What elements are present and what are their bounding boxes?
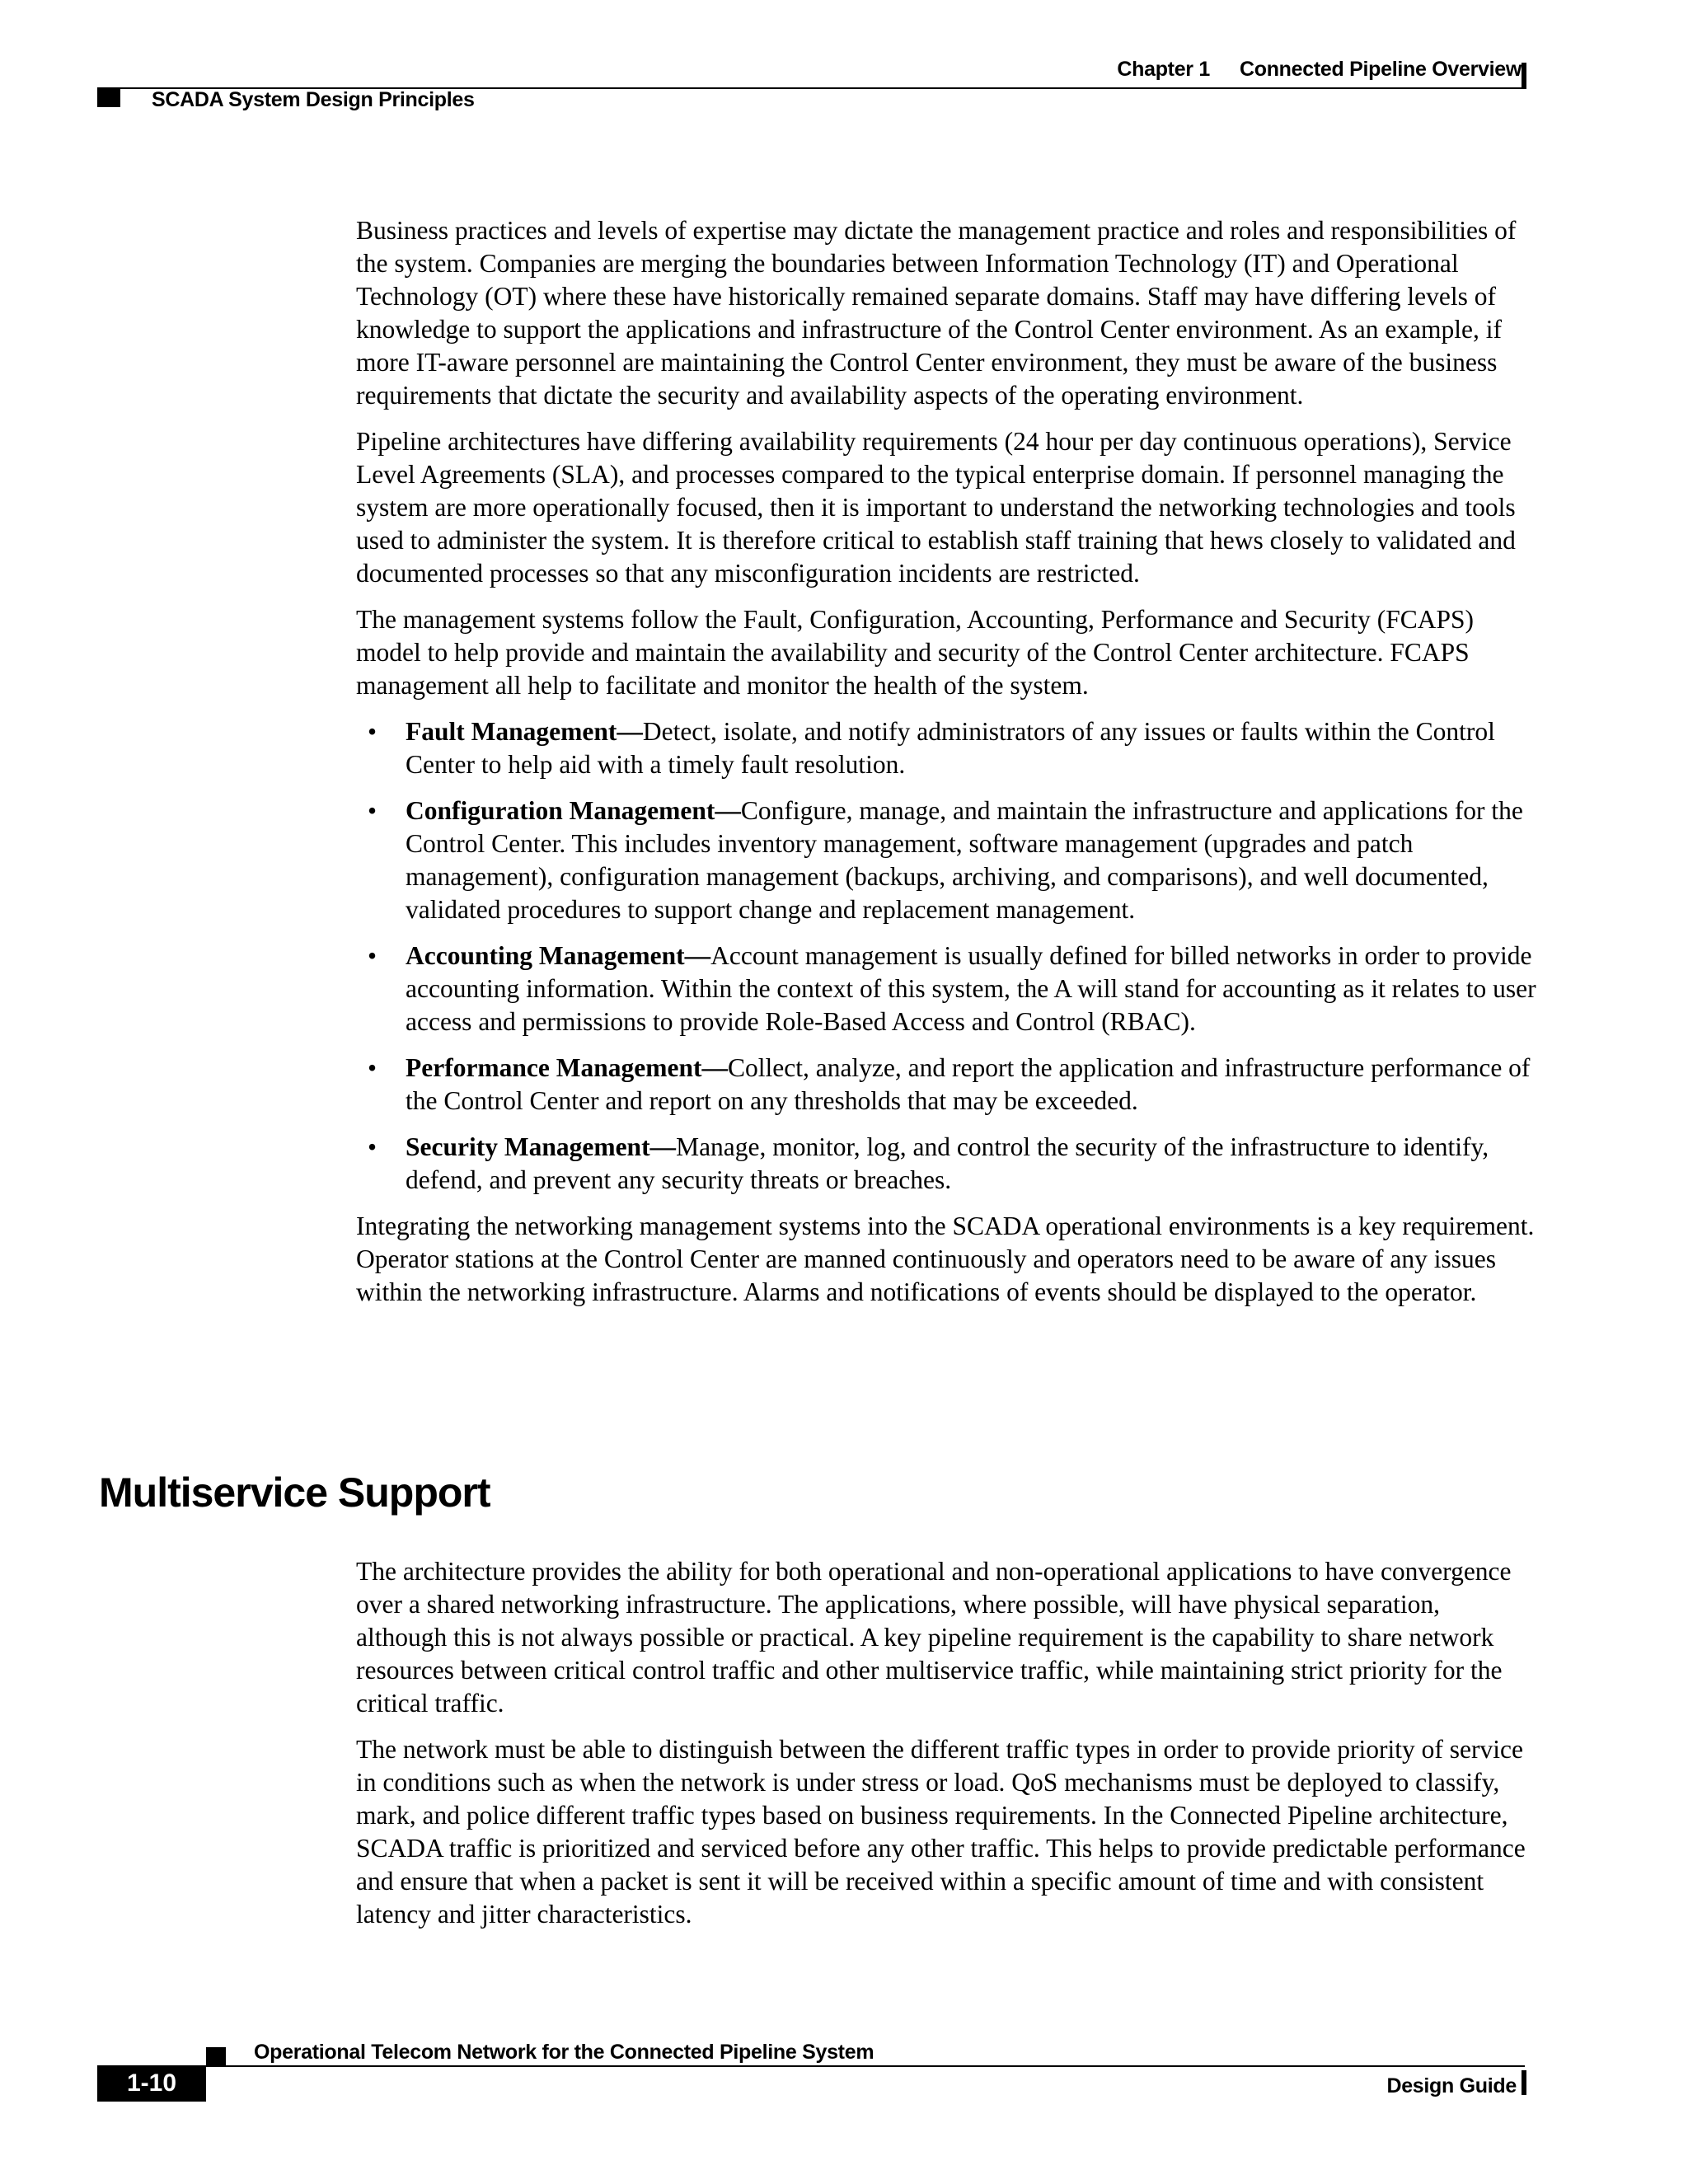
bullet-item-fault xyxy=(356,715,1536,781)
chapter-label: Chapter 1 xyxy=(1117,58,1210,81)
running-header-chapter xyxy=(1117,58,1522,82)
bullet-icon: • xyxy=(368,1132,377,1161)
footer-rule xyxy=(206,2065,1525,2067)
bullet-text: Manage, monitor, log, and control the security of the infrastructure to identify, defend, and prevent any security threats or breaches. xyxy=(406,1132,1489,1194)
bullet-item-performance xyxy=(356,1052,1536,1118)
section-text-block xyxy=(356,1555,1536,1944)
paragraph: The management systems follow the Fault, Configuration, Accounting, Performance and Security (FCAPS) model to help provide and maintain the availability and security of the Control Center architecture. FCAPS management all help to facilitate and monitor the health of the system. xyxy=(356,605,1475,700)
page-number: 1-10 xyxy=(97,2065,206,2102)
bullet-term: Accounting Management— xyxy=(406,941,711,970)
fcaps-bullet-list xyxy=(356,715,1536,1197)
header-edge-bar xyxy=(1522,63,1526,89)
paragraph: The architecture provides the ability for both operational and non-operational applications to have convergence over a shared networking infrastructure. The applications, where possible, will have physical separation, although this is not always possible or practical. A key pipeline requirement is the capability to share network resources between critical control traffic and other multiservice traffic, while maintaining strict priority for the critical traffic. xyxy=(356,1557,1512,1718)
bullet-text: Collect, analyze, and report the application and infrastructure performance of the Control Center and report on any thresholds that may be exceeded. xyxy=(406,1053,1531,1115)
footer-document-title: Operational Telecom Network for the Connected Pipeline System xyxy=(254,2041,874,2064)
bullet-term: Configuration Management— xyxy=(406,796,741,825)
footer-edge-bar xyxy=(1522,2070,1526,2095)
paragraph: Integrating the networking management systems into the SCADA operational environments is a key requirement. Operator stations at the Control Center are manned continuously and operators need to be aware of any issues within the networking infrastructure. Alarms and notifications of events should be displayed to the operator. xyxy=(356,1212,1535,1306)
bullet-text: Detect, isolate, and notify administrators of any issues or faults within the Control Center to help aid with a timely fault resolution. xyxy=(406,717,1495,779)
running-header-section: SCADA System Design Principles xyxy=(152,88,475,111)
bullet-item-configuration xyxy=(356,794,1536,926)
section-heading: Multiservice Support xyxy=(99,1469,490,1516)
paragraph: The network must be able to distinguish between the different traffic types in order to provide priority of service in conditions such as when the network is under stress or load. QoS mechanisms must be deployed to classify, mark, and police different traffic types based on business requirements. In the Connected Pipeline architecture, SCADA traffic is prioritized and serviced before any other traffic. This helps to provide predictable performance and ensure that when a packet is sent it will be received within a specific amount of time and with consistent latency and jitter characteristics. xyxy=(356,1735,1526,1929)
paragraph: Pipeline architectures have differing availability requirements (24 hour per day continuous operations), Service Level Agreements (SLA), and processes compared to the typical enterprise domain. If personnel managing the system are more operationally focused, then it is important to understand the networking technologies and tools used to administer the system. It is therefore critical to establish staff training that hews closely to validated and documented processes so that any misconfiguration incidents are restricted. xyxy=(356,427,1516,588)
paragraph: Business practices and levels of expertise may dictate the management practice and roles and responsibilities of the system. Companies are merging the boundaries between Information Technology (IT) and Operational Technology (OT) where these have historically remained separate domains. Staff may have differing levels of knowledge to support the applications and infrastructure of the Control Center environment. As an example, if more IT-aware personnel are maintaining the Control Center environment, they must be aware of the business requirements that dictate the security and availability aspects of the operating environment. xyxy=(356,216,1517,410)
bullet-icon: • xyxy=(368,717,377,746)
bullet-term: Fault Management— xyxy=(406,717,643,746)
header-square-marker xyxy=(97,89,120,107)
bullet-item-accounting xyxy=(356,940,1536,1038)
bullet-term: Performance Management— xyxy=(406,1053,728,1082)
footer-guide-label: Design Guide xyxy=(1386,2074,1517,2097)
bullet-term: Security Management— xyxy=(406,1132,677,1161)
chapter-title: Connected Pipeline Overview xyxy=(1239,58,1522,81)
bullet-icon: • xyxy=(368,796,377,825)
footer-square-marker xyxy=(206,2047,226,2065)
main-text-block xyxy=(356,214,1536,1322)
bullet-text: Account management is usually defined for billed networks in order to provide accounting information. Within the context of this system, the A will stand for accounting as it relates to user access and permissions to provide Role-Based Access and Control (RBAC). xyxy=(406,941,1536,1036)
bullet-item-security xyxy=(356,1131,1536,1197)
bullet-text: Configure, manage, and maintain the infrastructure and applications for the Control Center. This includes inventory management, software management (upgrades and patch management), configuration management (backups, archiving, and comparisons), and well documented, validated procedures to support change and replacement management. xyxy=(406,796,1523,924)
bullet-icon: • xyxy=(368,941,377,970)
bullet-icon: • xyxy=(368,1053,377,1082)
